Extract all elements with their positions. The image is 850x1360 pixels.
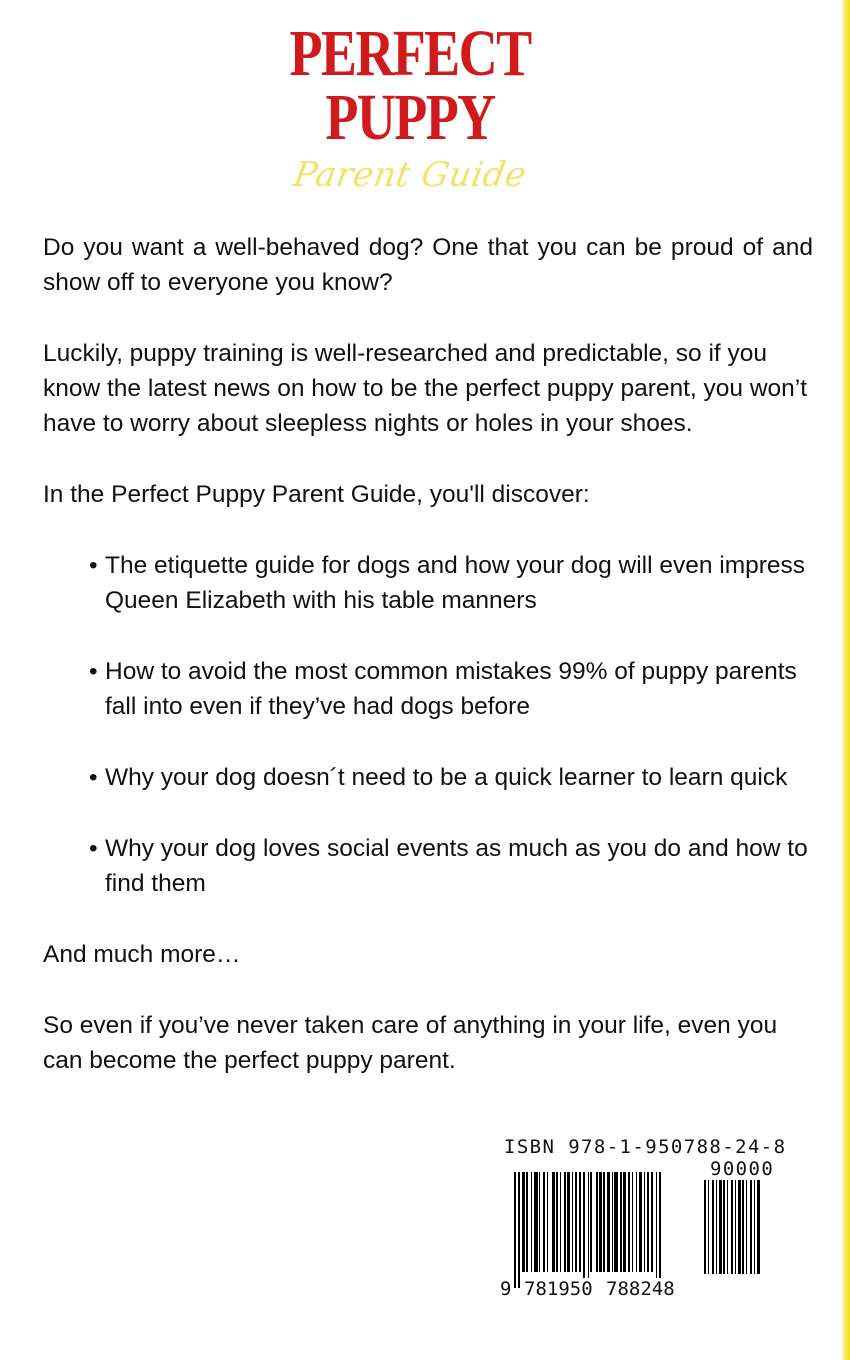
barcode-bar	[704, 1180, 706, 1274]
barcode-bar	[656, 1172, 657, 1288]
list-item-text: How to avoid the most common mistakes 99% of puppy parents fall into even if they’ve had dogs before	[105, 658, 797, 720]
barcode-bar	[543, 1172, 545, 1272]
barcode-bar	[567, 1172, 570, 1272]
barcode-bar	[534, 1172, 538, 1272]
barcode-bar	[632, 1172, 633, 1272]
barcode-bar	[738, 1180, 741, 1274]
bullet-dot: •	[89, 835, 98, 862]
barcode-bar	[612, 1172, 613, 1272]
barcode-bar	[735, 1180, 736, 1274]
barcode-bar	[651, 1172, 653, 1272]
discover-list	[43, 548, 813, 901]
barcode-bar	[757, 1180, 760, 1274]
barcode-bar	[572, 1172, 573, 1272]
list-item	[89, 831, 813, 901]
barcode-bar	[583, 1172, 585, 1288]
barcode-bar	[518, 1172, 520, 1288]
isbn-label: ISBN 978-1-950788-24-8	[504, 1136, 787, 1158]
closing-paragraph: So even if you’ve never taken care of anything in your life, even you can become the perfect puppy parent.	[43, 1012, 778, 1074]
barcode-bar	[712, 1180, 714, 1274]
barcode-bar	[575, 1172, 577, 1272]
cover-title	[0, 17, 820, 195]
title-line-perfect: PERFECT	[289, 17, 531, 90]
list-item-text: Why your dog loves social events as much as you do and how to find them	[105, 835, 808, 897]
isbn-barcode	[500, 1136, 792, 1304]
barcode-bars-main	[514, 1172, 688, 1288]
list-item	[89, 548, 813, 618]
ean-right-digits: 788248	[606, 1278, 675, 1300]
barcode-bar	[731, 1180, 733, 1274]
bullet-dot: •	[89, 552, 98, 579]
barcode-bars-addon	[704, 1180, 788, 1274]
bullet-dot: •	[89, 658, 98, 685]
training-paragraph: Luckily, puppy training is well-researched and predictable, so if you know the latest news on how to be the perfect puppy parent, you won’t have to worry about sleepless nights or holes in your shoes.	[43, 340, 808, 437]
blurb-text	[43, 230, 813, 1114]
barcode-bar	[526, 1172, 528, 1272]
barcode-bar	[723, 1180, 725, 1274]
barcode-bar	[719, 1180, 722, 1274]
barcode-bar	[746, 1180, 747, 1274]
barcode-bar	[560, 1172, 561, 1272]
bullet-dot: •	[89, 764, 98, 791]
barcode-bar	[579, 1172, 581, 1272]
barcode-bar	[522, 1172, 525, 1272]
barcode-bar	[628, 1172, 630, 1272]
barcode-bar	[708, 1180, 709, 1274]
title-line-puppy: PUPPY	[325, 81, 495, 154]
barcode-bar	[742, 1180, 744, 1274]
barcode-bar	[644, 1172, 645, 1272]
barcode-bar	[596, 1172, 598, 1272]
barcode-bar	[564, 1172, 566, 1272]
barcode-bar	[590, 1172, 592, 1272]
barcode-bar	[547, 1172, 548, 1272]
barcode-bar	[607, 1172, 610, 1272]
barcode-bar	[636, 1172, 637, 1272]
much-more-paragraph: And much more…	[43, 941, 241, 968]
barcode-bar	[623, 1172, 626, 1272]
barcode-bar	[588, 1172, 589, 1288]
lead-in-paragraph: In the Perfect Puppy Parent Guide, you'll discover:	[43, 481, 590, 508]
barcode-bar	[614, 1172, 618, 1272]
barcode-bar	[639, 1172, 642, 1272]
ean-first-digit: 9	[500, 1278, 512, 1300]
subtitle-parent-guide: Parent Guide	[290, 155, 530, 195]
barcode-bar	[603, 1172, 605, 1272]
barcode-bar	[552, 1172, 555, 1272]
price-code: 90000	[710, 1158, 775, 1180]
list-item-text: The etiquette guide for dogs and how your dog will even impress Queen Elizabeth with his table manners	[105, 552, 806, 614]
barcode-bar	[620, 1172, 622, 1272]
list-item	[89, 654, 813, 724]
barcode-bar	[599, 1172, 602, 1272]
barcode-bar	[647, 1172, 649, 1272]
barcode-bar	[754, 1180, 755, 1274]
barcode-bar	[750, 1180, 752, 1274]
barcode-bar	[539, 1172, 540, 1272]
spine-edge	[842, 0, 850, 1360]
barcode-bar	[531, 1172, 532, 1272]
list-item-text: Why your dog doesn´t need to be a quick learner to learn quick	[105, 764, 788, 791]
barcode-bar	[556, 1172, 558, 1272]
barcode-bar	[659, 1172, 661, 1288]
barcode-bar	[727, 1180, 728, 1274]
barcode-bar	[514, 1172, 516, 1288]
barcode-bar	[716, 1180, 717, 1274]
intro-paragraph: Do you want a well-behaved dog? One that you can be proud of and show off to everyone you know?	[43, 234, 813, 296]
ean-left-digits: 781950	[524, 1278, 593, 1300]
list-item	[89, 760, 813, 795]
